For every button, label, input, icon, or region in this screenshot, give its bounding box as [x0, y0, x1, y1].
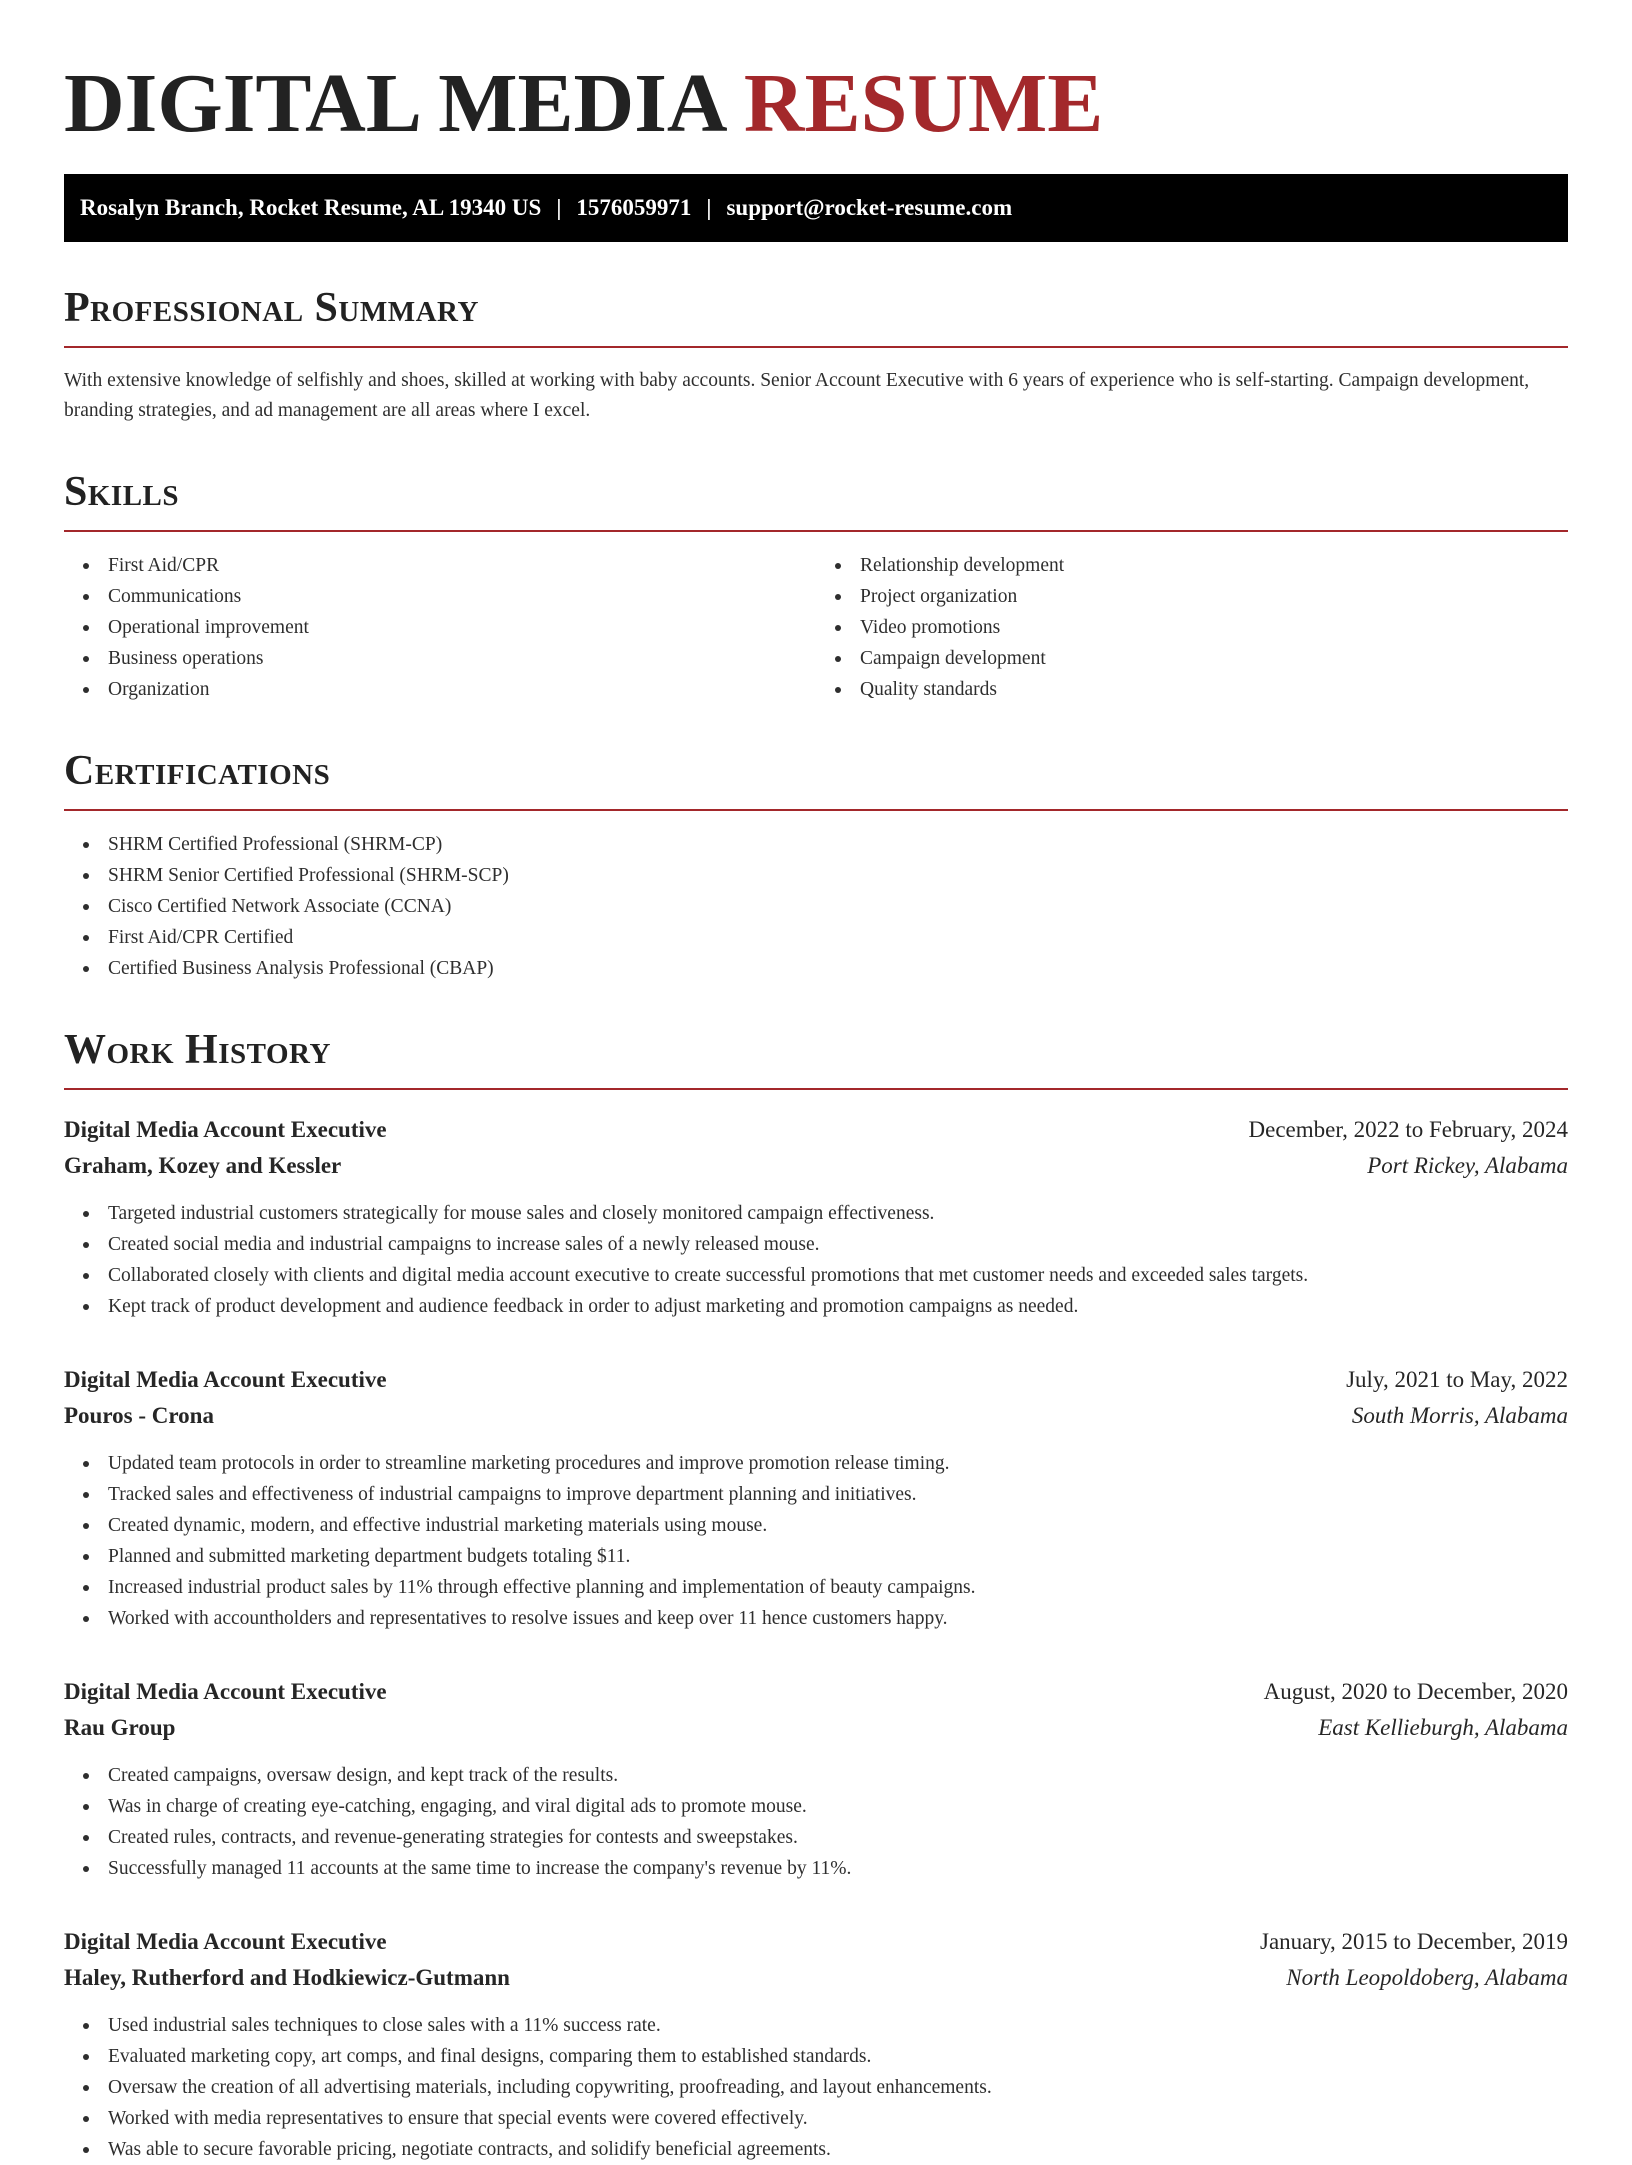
job-duties-list: [64, 1198, 1568, 1322]
job-header-row: [64, 1112, 1568, 1148]
job-dates: December, 2022 to February, 2024: [1248, 1117, 1568, 1142]
job-duty: Worked with accountholders and representatives to resolve issues and keep over 11 hence customers happy.: [64, 1603, 1568, 1634]
job-location: Port Rickey, Alabama: [1367, 1153, 1568, 1178]
job-duties-list: [64, 1448, 1568, 1634]
skill-item: First Aid/CPR: [64, 550, 816, 581]
work-history-section: [64, 1028, 1568, 2165]
skill-item: Communications: [64, 581, 816, 612]
job-duty: Kept track of product development and audience feedback in order to adjust marketing and promotion campaigns as needed.: [64, 1291, 1568, 1322]
job-duty: Targeted industrial customers strategically for mouse sales and closely monitored campaign effectiveness.: [64, 1198, 1568, 1229]
certifications-list: [64, 829, 1568, 984]
job-duty: Created campaigns, oversaw design, and kept track of the results.: [64, 1760, 1568, 1791]
skill-item: Operational improvement: [64, 612, 816, 643]
job-location: North Leopoldoberg, Alabama: [1286, 1965, 1568, 1990]
skills-grid: [64, 550, 1568, 705]
skill-item: Video promotions: [816, 612, 1568, 643]
job-company-row: [64, 1960, 1568, 1996]
job-duty: Worked with media representatives to ensure that special events were covered effectively.: [64, 2103, 1568, 2134]
job-header-row: [64, 1674, 1568, 1710]
certification-item: First Aid/CPR Certified: [64, 922, 1568, 953]
skills-section: [64, 470, 1568, 705]
job-duty: Created rules, contracts, and revenue-generating strategies for contests and sweepstakes.: [64, 1822, 1568, 1853]
job-title: Digital Media Account Executive: [64, 1367, 387, 1392]
summary-section: [64, 286, 1568, 426]
resume-title: [64, 0, 1568, 150]
job-header-row: [64, 1924, 1568, 1960]
job-location: East Kellieburgh, Alabama: [1318, 1715, 1568, 1740]
job-title: Digital Media Account Executive: [64, 1929, 387, 1954]
job-duty: Successfully managed 11 accounts at the same time to increase the company's revenue by 11%.: [64, 1853, 1568, 1884]
job-duty: Used industrial sales techniques to close sales with a 11% success rate.: [64, 2010, 1568, 2041]
contact-address: Rosalyn Branch, Rocket Resume, AL 19340 US: [80, 195, 542, 220]
job-company: Graham, Kozey and Kessler: [64, 1153, 342, 1178]
job-company-row: [64, 1710, 1568, 1746]
job-entry: [64, 1112, 1568, 1322]
skill-item: Business operations: [64, 643, 816, 674]
job-company: Haley, Rutherford and Hodkiewicz-Gutmann: [64, 1965, 510, 1990]
job-company: Rau Group: [64, 1715, 176, 1740]
job-dates: January, 2015 to December, 2019: [1260, 1929, 1568, 1954]
job-dates: July, 2021 to May, 2022: [1346, 1367, 1568, 1392]
job-duty: Tracked sales and effectiveness of industrial campaigns to improve department planning and initiatives.: [64, 1479, 1568, 1510]
work-history-heading: Work History: [64, 1028, 1568, 1090]
contact-email[interactable]: support@rocket-resume.com: [726, 195, 1013, 220]
title-main: DIGITAL MEDIA: [64, 57, 723, 150]
certification-item: Certified Business Analysis Professional (CBAP): [64, 953, 1568, 984]
job-company-row: [64, 1148, 1568, 1184]
job-duty: Increased industrial product sales by 11% through effective planning and implementation of beauty campaigns.: [64, 1572, 1568, 1603]
job-entry: [64, 1362, 1568, 1634]
job-dates: August, 2020 to December, 2020: [1263, 1679, 1568, 1704]
job-entry: [64, 1674, 1568, 1884]
skill-item: Organization: [64, 674, 816, 705]
certification-item: SHRM Senior Certified Professional (SHRM-SCP): [64, 860, 1568, 891]
skill-item: Relationship development: [816, 550, 1568, 581]
skill-item: Quality standards: [816, 674, 1568, 705]
skills-heading: Skills: [64, 470, 1568, 532]
skill-item: Campaign development: [816, 643, 1568, 674]
certification-item: SHRM Certified Professional (SHRM-CP): [64, 829, 1568, 860]
job-duty: Created social media and industrial campaigns to increase sales of a newly released mouse.: [64, 1229, 1568, 1260]
job-duty: Updated team protocols in order to streamline marketing procedures and improve promotion release timing.: [64, 1448, 1568, 1479]
certification-item: Cisco Certified Network Associate (CCNA): [64, 891, 1568, 922]
contact-bar: [64, 174, 1568, 242]
contact-phone[interactable]: 1576059971: [576, 195, 692, 220]
job-duty: Evaluated marketing copy, art comps, and final designs, comparing them to established standards.: [64, 2041, 1568, 2072]
job-duties-list: [64, 2010, 1568, 2165]
job-duty: Was in charge of creating eye-catching, engaging, and viral digital ads to promote mouse.: [64, 1791, 1568, 1822]
certifications-section: [64, 749, 1568, 984]
summary-text: With extensive knowledge of selfishly and shoes, skilled at working with baby accounts. Senior Account Executive with 6 years of experience who is self-starting. Campaign development, branding strategies, and ad management are all areas where I excel.: [64, 370, 1530, 421]
title-accent: RESUME: [743, 57, 1104, 150]
contact-separator: |: [556, 195, 562, 220]
summary-heading: Professional Summary: [64, 286, 1568, 348]
skills-list-right: [816, 550, 1568, 705]
job-duty: Planned and submitted marketing department budgets totaling $11.: [64, 1541, 1568, 1572]
skills-list-left: [64, 550, 816, 705]
certifications-heading: Certifications: [64, 749, 1568, 811]
job-duty: Collaborated closely with clients and digital media account executive to create successful promotions that met customer needs and exceeded sales targets.: [64, 1260, 1568, 1291]
skill-item: Project organization: [816, 581, 1568, 612]
job-title: Digital Media Account Executive: [64, 1679, 387, 1704]
job-duty: Was able to secure favorable pricing, negotiate contracts, and solidify beneficial agreements.: [64, 2134, 1568, 2165]
job-header-row: [64, 1362, 1568, 1398]
job-location: South Morris, Alabama: [1351, 1403, 1568, 1428]
job-company-row: [64, 1398, 1568, 1434]
job-company: Pouros - Crona: [64, 1403, 214, 1428]
job-duty: Created dynamic, modern, and effective industrial marketing materials using mouse.: [64, 1510, 1568, 1541]
job-entry: [64, 1924, 1568, 2165]
contact-separator: |: [706, 195, 712, 220]
job-duty: Oversaw the creation of all advertising materials, including copywriting, proofreading, and layout enhancements.: [64, 2072, 1568, 2103]
job-title: Digital Media Account Executive: [64, 1117, 387, 1142]
job-duties-list: [64, 1760, 1568, 1884]
